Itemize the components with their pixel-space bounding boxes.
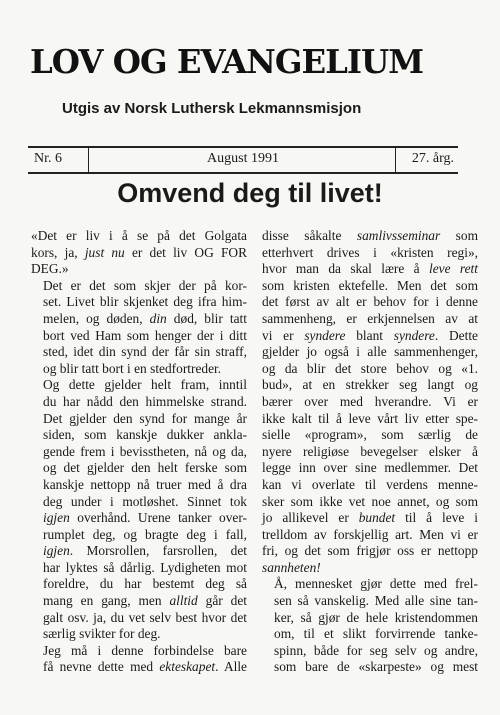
issue-date: August 1991 [207,151,279,166]
year-divider [395,148,396,172]
issue-year: 27. årg. [411,151,454,166]
masthead-subtitle: Utgis av Norsk Luthersk Lekmannsmisjon [62,100,362,117]
article-paragraph: Det er det som skjer der på kor- set. Livet blir skjenket deg ifra him- melen, og døden, din død, blir tatt bort ved Ham som henger der i ditt sted, idet din synd der får sin straff, og blir tatt bort i en stedfortreder. [43,277,247,376]
issue-bar [28,146,458,174]
article-paragraph: Å, mennesket gjør dette med frel- sen så vanskelig. Med alle sine tan- ker, så gjør de hele kristendommen om, til et slikt forvirrende tanke- spinn, både for seg selv og andre, som bare de «skarpeste» og mest [274,576,478,675]
article-headline: Omvend deg til livet! [117,178,383,208]
article-column-left [31,228,247,676]
article-paragraph: Og dette gjelder helt fram, inntil du har nådd den himmelske strand. Det gjelder den synd for mange år siden, som kanskje dukker anklа- gende frem i bevisstheten, nå og da, og det gjelder den helt ferske som kanskje nettopp nå truer med å dra deg under i motløshet. Sinnet tok igjen overhånd. Urene tanker over- rumplet deg, og bragte deg i fall, igjen. Morsrollen, farsrollen, det har lyktes så dårlig. Lydigheten mot foreldre, du har bestemt deg så mang en gang, men alltid går det galt osv. ja, du vet selv best hvor det særlig svikter for deg. [43,377,248,642]
issue-number: Nr. 6 [34,151,62,166]
article-column-right [262,228,478,676]
masthead-title: LOV OG EVANGELIUM [30,42,424,81]
article-paragraph: «Det er liv i å se på det Golgata kors, ja, just nu er det liv OG FOR DEG.» [31,228,247,277]
article-paragraph: Jeg må i denne forbindelse bare få nevne dette med ekteskapet. Alle [43,642,247,675]
article-paragraph: disse såkalte samlivsseminar som etterhvert drives i «kristen regi», hvor man da skal lære å leve rett som kristen ektefelle. Men det som det først av alt er behov for i denne sammenheng, er erkjennelsen av at vi er syndere blant syndere. Dette gjelder jo også i alle sammenhenger, og da blir det store behov og «1. bud», at en strekker seg langt og bærer over med hverandre. Vi er ikke kalt til å leve vårt liv etter spe- sielle «program», som særlig de nyere religiøse bevegelser elsker å legge inn over sine medlemmer. Det kan vi overlate til verdens menne- sker som ikke vet noe annet, og som jo allikevel er bundet til å leve i trelldom av forskjellig art. Men vi er fri, og det som frigjør oss er nettopp sannheten! [262,228,479,575]
